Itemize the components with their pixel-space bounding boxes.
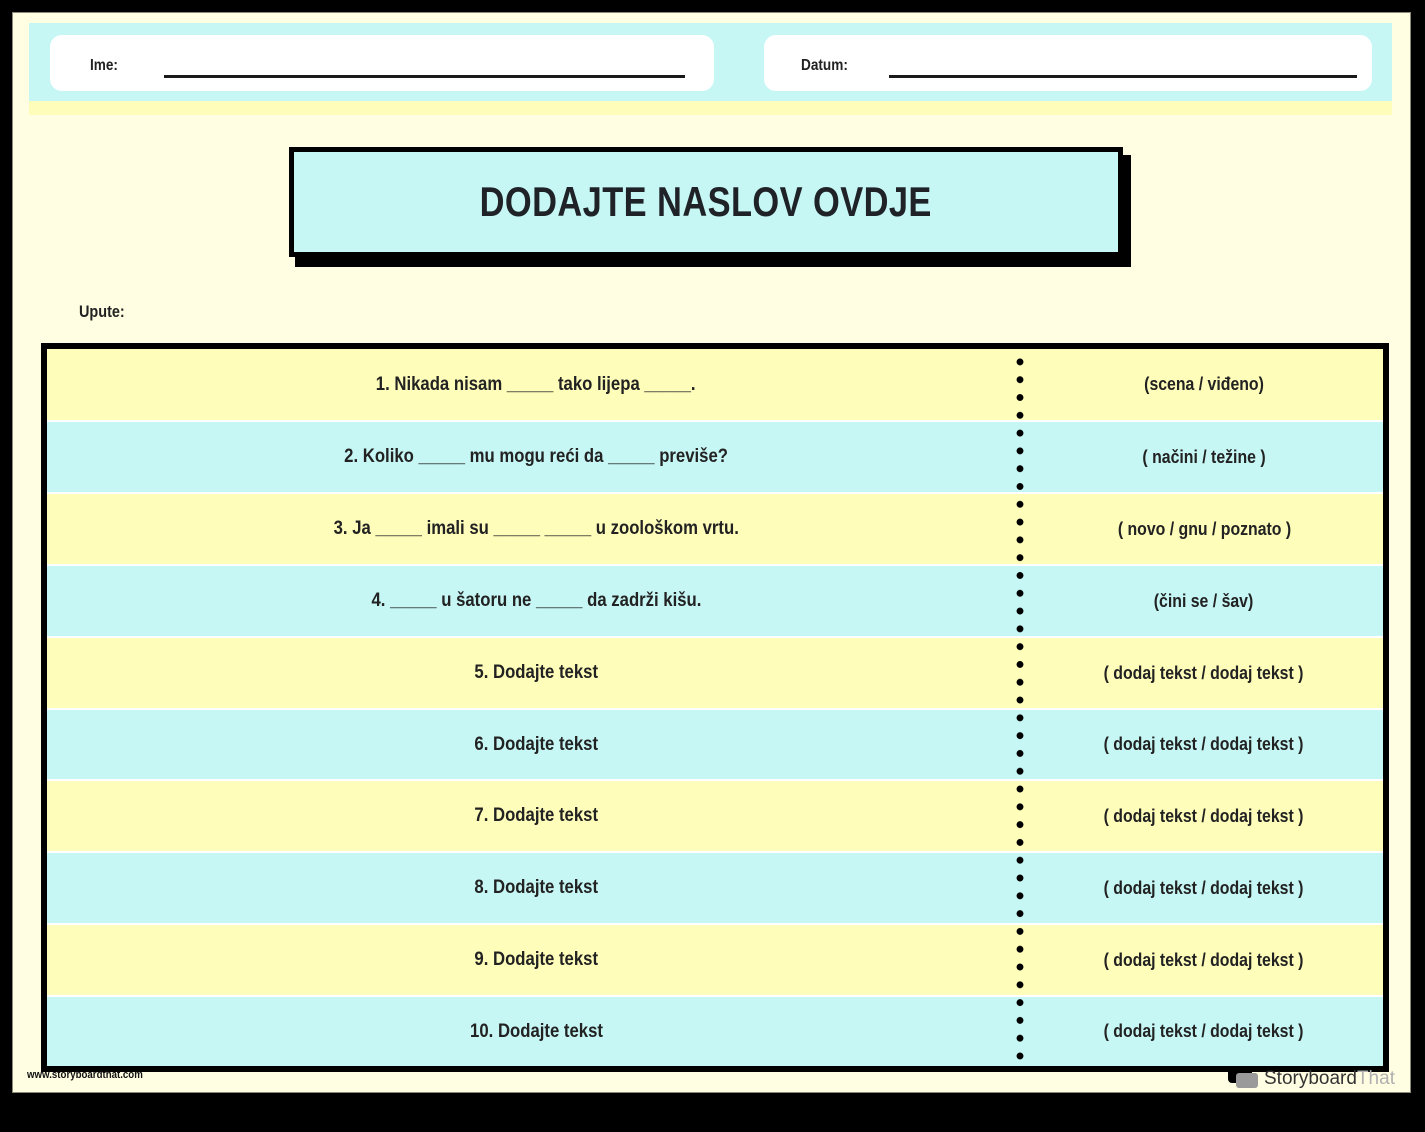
table-row [47, 349, 1383, 420]
table-row [47, 853, 1383, 923]
brand-logo [1228, 1067, 1395, 1091]
options-cell[interactable]: ( dodaj tekst / dodaj tekst ) [1104, 949, 1304, 970]
options-cell[interactable]: ( dodaj tekst / dodaj tekst ) [1104, 734, 1304, 754]
prompt-cell[interactable]: 1. Nikada nisam _____ tako lijepa _____. [376, 373, 696, 395]
prompt-cell[interactable]: 3. Ja _____ imali su _____ _____ u zoološkom vrtu. [333, 518, 739, 539]
options-cell[interactable]: ( dodaj tekst / dodaj tekst ) [1104, 877, 1304, 898]
prompt-cell[interactable]: 5. Dodajte tekst [474, 662, 598, 683]
table-row [47, 781, 1383, 851]
table-row [47, 566, 1383, 636]
options-cell[interactable]: (čini se / šav) [1154, 590, 1254, 611]
table-row [47, 997, 1383, 1066]
page-title: DODAJTE NASLOV OVDJE [479, 178, 933, 225]
options-cell[interactable]: ( načini / težine ) [1142, 446, 1266, 467]
prompt-cell[interactable]: 6. Dodajte tekst [474, 733, 598, 755]
date-label: Datum: [801, 57, 848, 74]
instructions-label: Upute: [79, 302, 125, 321]
title-box[interactable] [289, 147, 1123, 257]
prompt-cell[interactable]: 4. _____ u šatoru ne _____ da zadrži kišu. [371, 590, 701, 611]
name-label: Ime: [90, 57, 118, 74]
prompt-cell[interactable]: 2. Koliko _____ mu mogu reći da _____ previše? [344, 446, 728, 467]
worksheet [12, 12, 1411, 1093]
options-cell[interactable]: ( dodaj tekst / dodaj tekst ) [1104, 662, 1304, 683]
options-cell[interactable]: ( dodaj tekst / dodaj tekst ) [1104, 805, 1304, 826]
table-row [47, 494, 1383, 564]
header-strip [29, 101, 1392, 115]
table-row [47, 710, 1383, 779]
date-field[interactable] [764, 35, 1372, 91]
options-cell[interactable]: (scena / viđeno) [1144, 374, 1264, 394]
exercise-table [41, 343, 1389, 1072]
name-line[interactable] [164, 75, 685, 78]
name-field[interactable] [50, 35, 714, 91]
prompt-cell[interactable]: 7. Dodajte tekst [474, 805, 598, 826]
prompt-cell[interactable]: 10. Dodajte tekst [469, 1020, 603, 1042]
table-row [47, 925, 1383, 995]
table-row [47, 638, 1383, 708]
prompt-cell[interactable]: 9. Dodajte tekst [474, 949, 598, 970]
speech-bubbles-icon [1228, 1067, 1260, 1091]
brand-name: StoryboardThat [1264, 1068, 1395, 1089]
prompt-cell[interactable]: 8. Dodajte tekst [474, 877, 598, 898]
dotted-divider [1016, 353, 1024, 1065]
options-cell[interactable]: ( dodaj tekst / dodaj tekst ) [1104, 1021, 1304, 1041]
date-line[interactable] [889, 75, 1357, 78]
options-cell[interactable]: ( novo / gnu / poznato ) [1117, 518, 1291, 539]
footer-url[interactable]: www.storyboardthat.com [27, 1069, 143, 1081]
table-row [47, 422, 1383, 492]
